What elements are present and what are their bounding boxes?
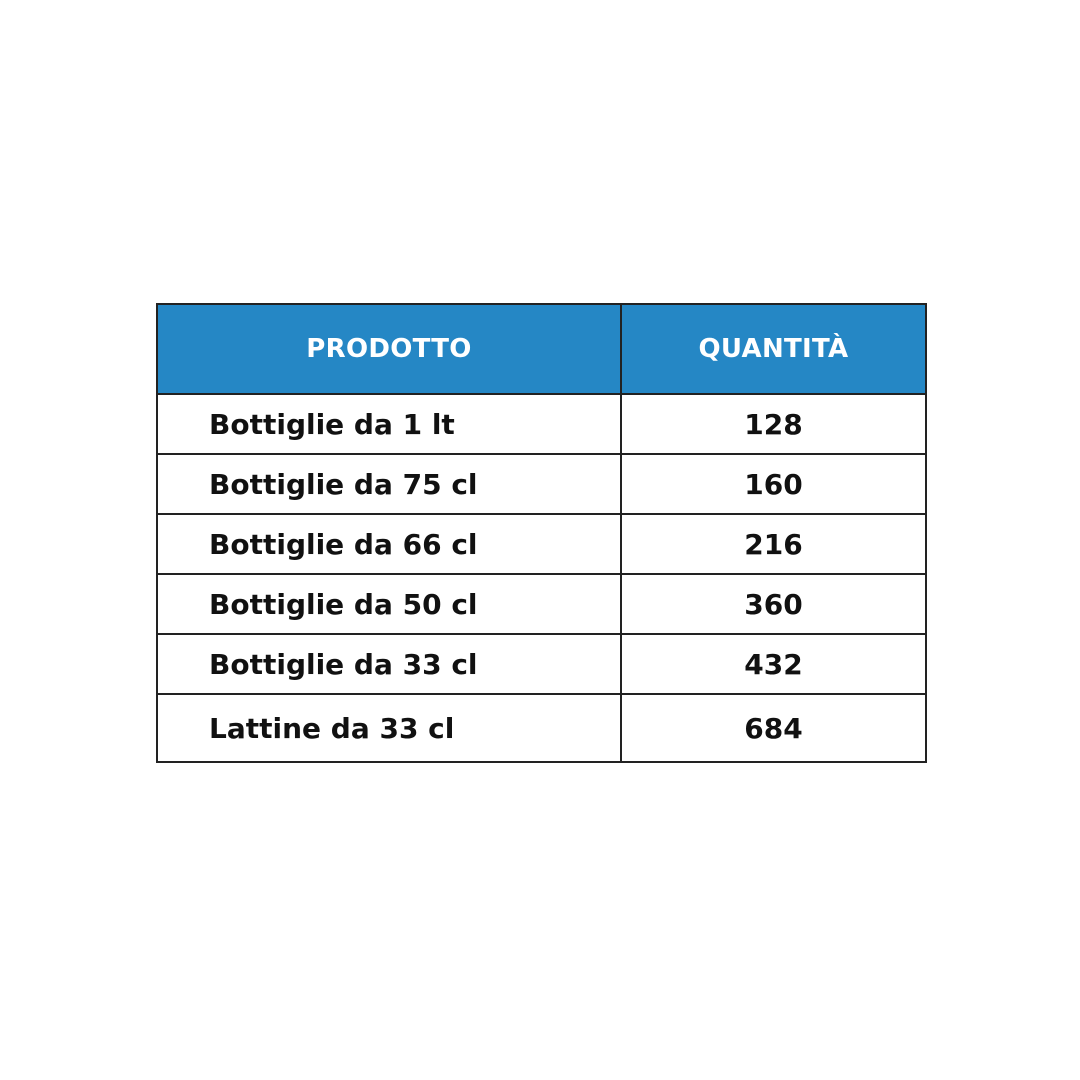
product-cell: Bottiglie da 66 cl [157, 514, 621, 574]
table-row [157, 634, 926, 694]
quantity-cell: 684 [621, 694, 926, 762]
header-quantity: QUANTITÀ [621, 304, 926, 394]
quantity-cell: 432 [621, 634, 926, 694]
table-header-row [157, 304, 926, 394]
table-row [157, 574, 926, 634]
header-product: PRODOTTO [157, 304, 621, 394]
quantity-cell: 216 [621, 514, 926, 574]
quantity-cell: 360 [621, 574, 926, 634]
table-row [157, 394, 926, 454]
product-quantity-table [156, 303, 927, 763]
product-cell: Bottiglie da 33 cl [157, 634, 621, 694]
quantity-cell: 160 [621, 454, 926, 514]
product-quantity-table-container [156, 303, 925, 763]
product-cell: Bottiglie da 75 cl [157, 454, 621, 514]
product-cell: Bottiglie da 1 lt [157, 394, 621, 454]
quantity-cell: 128 [621, 394, 926, 454]
table-row [157, 514, 926, 574]
product-cell: Bottiglie da 50 cl [157, 574, 621, 634]
table-row [157, 694, 926, 762]
product-cell: Lattine da 33 cl [157, 694, 621, 762]
table-row [157, 454, 926, 514]
